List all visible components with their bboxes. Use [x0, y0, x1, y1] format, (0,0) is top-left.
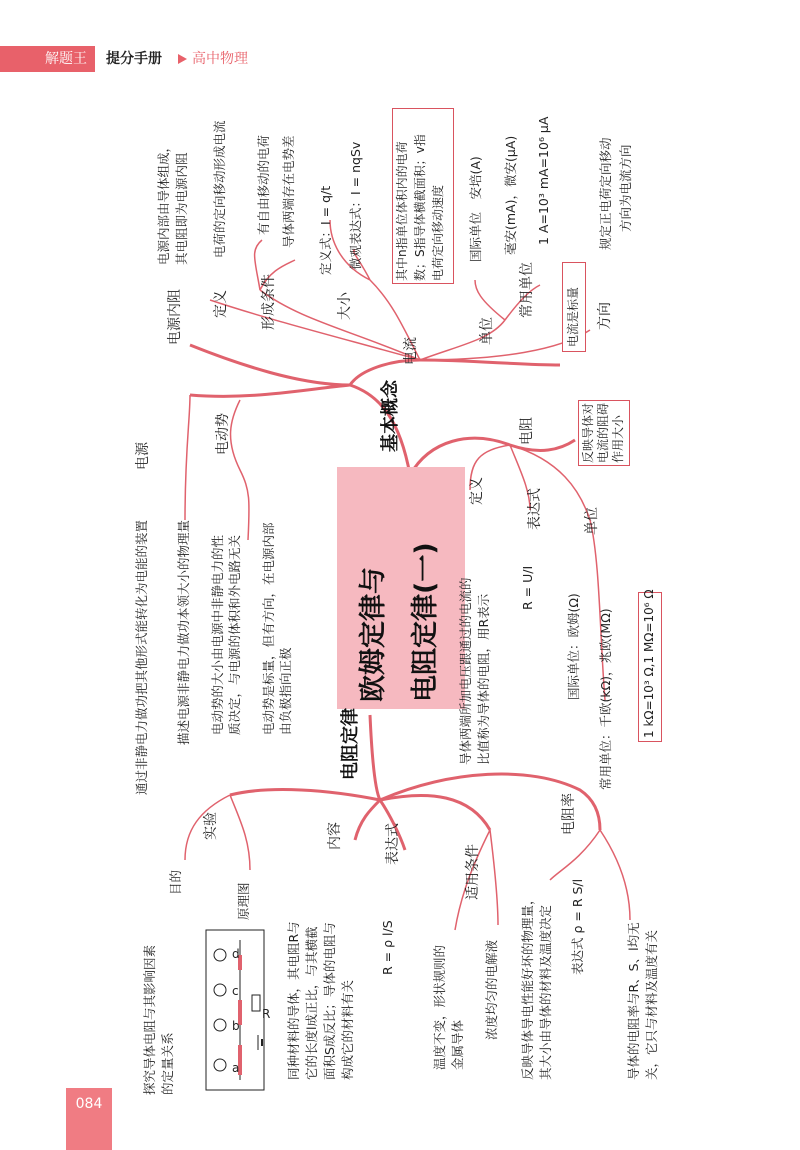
center-title-line2: 电阻定律(一) [410, 542, 441, 702]
center-title-box [337, 467, 465, 709]
goal-1: 探究导体电阻与其影响因素 [142, 944, 157, 1095]
experiment-label: 实验 [203, 812, 219, 840]
res-unit-common: 常用单位：千欧(kΩ)，兆欧(MΩ) [598, 608, 613, 790]
current-def-text: 电荷的定向移动形成电流 [212, 120, 227, 258]
current-size-label: 大小 [337, 292, 353, 320]
resistivity-label: 电阻率 [561, 793, 577, 835]
rho-text-1: 反映导体导电性能好坏的物理量， [520, 892, 535, 1080]
current-cond-2: 导体两端存在电势差 [281, 135, 296, 248]
res-def-2: 比值称为导体的电阻，用R表示 [476, 593, 491, 765]
res-expr-label: 表达式 [527, 488, 543, 530]
current-dir-text-1: 规定正电荷定向移动 [598, 137, 613, 250]
branch-content [355, 800, 380, 840]
rho-note-2: 关，它只与材料及温度有关 [644, 929, 659, 1080]
res-def-1: 导体两端所加电压跟通过的电流的 [458, 577, 473, 765]
circuit-letter-c: c [232, 984, 239, 998]
size-note-3: 电荷定向移动速度 [431, 184, 445, 281]
emf-note-3: 电动势是标量，但有方向，在电源内部 [261, 522, 276, 735]
content-3: 面积S成反比；导体的电阻与 [322, 922, 337, 1080]
goal-2: 的定量关系 [160, 1032, 175, 1095]
emf-note-1: 电动势的大小由电源中非静电力的性 [210, 534, 225, 735]
current-cond-1: 有自由移动的电荷 [256, 134, 271, 235]
exp-diagram-line [230, 795, 250, 870]
content-1: 同种材料的导体，其电阻R与 [286, 921, 301, 1080]
circuit-letter-a: a [232, 1061, 240, 1075]
law-expr-label: 表达式 [385, 823, 401, 865]
internal-text-2: 其电阻即为电源内阻 [174, 152, 189, 265]
res-def-label: 定义 [469, 477, 485, 505]
basic-concept-label: 基本概念 [380, 380, 401, 452]
current-unit-common-1: 毫安(mA)，微安(μA) [503, 135, 518, 255]
current-scalar: 电流是标量 [566, 286, 580, 347]
circuit-letter-b: b [232, 1019, 240, 1033]
branch-experiment [230, 790, 380, 800]
current-dir-label: 方向 [597, 302, 613, 330]
circuit-letter-d: d [232, 947, 240, 961]
content-2: 它的长度l成正比，与其横截 [304, 926, 319, 1080]
rho-note-1: 导体的电阻率与R、S、l均无 [626, 922, 641, 1080]
internal-resistance-label: 电源内阻 [167, 289, 183, 345]
size-note-2: 数；S指导体横截面积；v指 [413, 134, 427, 281]
current-scalar-box [562, 262, 586, 352]
branch-law [370, 715, 380, 800]
current-dir-text-2: 方向为电流方向 [618, 144, 633, 232]
subject-label: 高中物理 [192, 51, 248, 67]
page-number: 084 [66, 1088, 112, 1150]
res-unit-conv: 1 kΩ=10³ Ω,1 MΩ=10⁶ Ω [642, 589, 656, 738]
branch-emf [190, 385, 350, 396]
rho-split-line [550, 830, 630, 920]
emf-label: 电动势 [215, 413, 231, 455]
current-label: 电流 [403, 337, 419, 365]
current-unit-si: 国际单位 安培(A) [468, 156, 483, 262]
internal-text-1: 电源内部由导体组成， [156, 139, 171, 265]
law-label: 电阻定律 [340, 708, 361, 780]
current-size-def: 定义式：I = q/t [318, 185, 333, 275]
diagram-label: 原理图 [236, 882, 251, 920]
circuit-letter-r: R [262, 1007, 271, 1021]
cond-1-2: 金属导体 [450, 1019, 465, 1070]
brand-label: 解题王 [0, 46, 95, 72]
rho-expr: 表达式 ρ = R S/l [570, 878, 585, 975]
res-box-3: 作用大小 [611, 414, 625, 463]
res-unit-conv-box [638, 589, 662, 742]
res-box-2: 电流的阻碍 [596, 402, 610, 463]
res-unit-si: 国际单位：欧姆(Ω) [566, 593, 581, 700]
res-unit-label: 单位 [584, 507, 600, 535]
current-unit-common-2: 1 A=10³ mA=10⁶ μA [536, 116, 551, 245]
goal-label: 目的 [168, 869, 183, 895]
rho-text-2: 其大小由导体的材料及温度决定 [538, 904, 553, 1080]
resistance-label: 电阻 [519, 417, 535, 445]
center-title-line1: 欧姆定律与 [358, 567, 389, 702]
content-4: 构成它的材料有关 [340, 979, 355, 1080]
emf-note-4: 由负极指向正极 [278, 647, 293, 735]
current-def-line [210, 300, 420, 360]
book-title: 提分手册 [106, 51, 162, 67]
size-note-1: 其中n指单位体积内的电荷 [395, 141, 409, 281]
res-expr: R = U/I [520, 565, 535, 610]
resistance-note-box [578, 400, 630, 466]
current-unit-common-label: 常用单位 [519, 262, 535, 318]
emf-desc: 描述电源非静电力做功本领大小的物理量 [176, 519, 191, 745]
power-text: 通过非静电力做功把其他形式能转化为电能的装置 [134, 519, 149, 795]
emf-sub-line-2 [185, 395, 190, 520]
current-def-label: 定义 [213, 290, 229, 318]
current-unit-label: 单位 [479, 317, 495, 345]
law-expr-formula: R = ρ l/S [380, 920, 395, 975]
current-cond-label: 形成条件 [261, 274, 277, 330]
content-label: 内容 [327, 822, 343, 850]
condition-label: 适用条件 [465, 844, 481, 900]
res-box-1: 反映导体对 [581, 402, 595, 463]
branch-internal [190, 345, 350, 385]
emf-note-2: 质决定，与电源的体积和外电路无关 [227, 534, 242, 735]
power-label: 电源 [135, 442, 151, 470]
cond-2: 浓度均匀的电解液 [484, 939, 499, 1040]
current-size-note-box [392, 108, 454, 284]
emf-sub-line [231, 400, 250, 540]
current-size-micro: 微观表达式：I = nqSv [348, 141, 363, 270]
cond-1-1: 温度不变，形状规则的 [432, 944, 447, 1070]
